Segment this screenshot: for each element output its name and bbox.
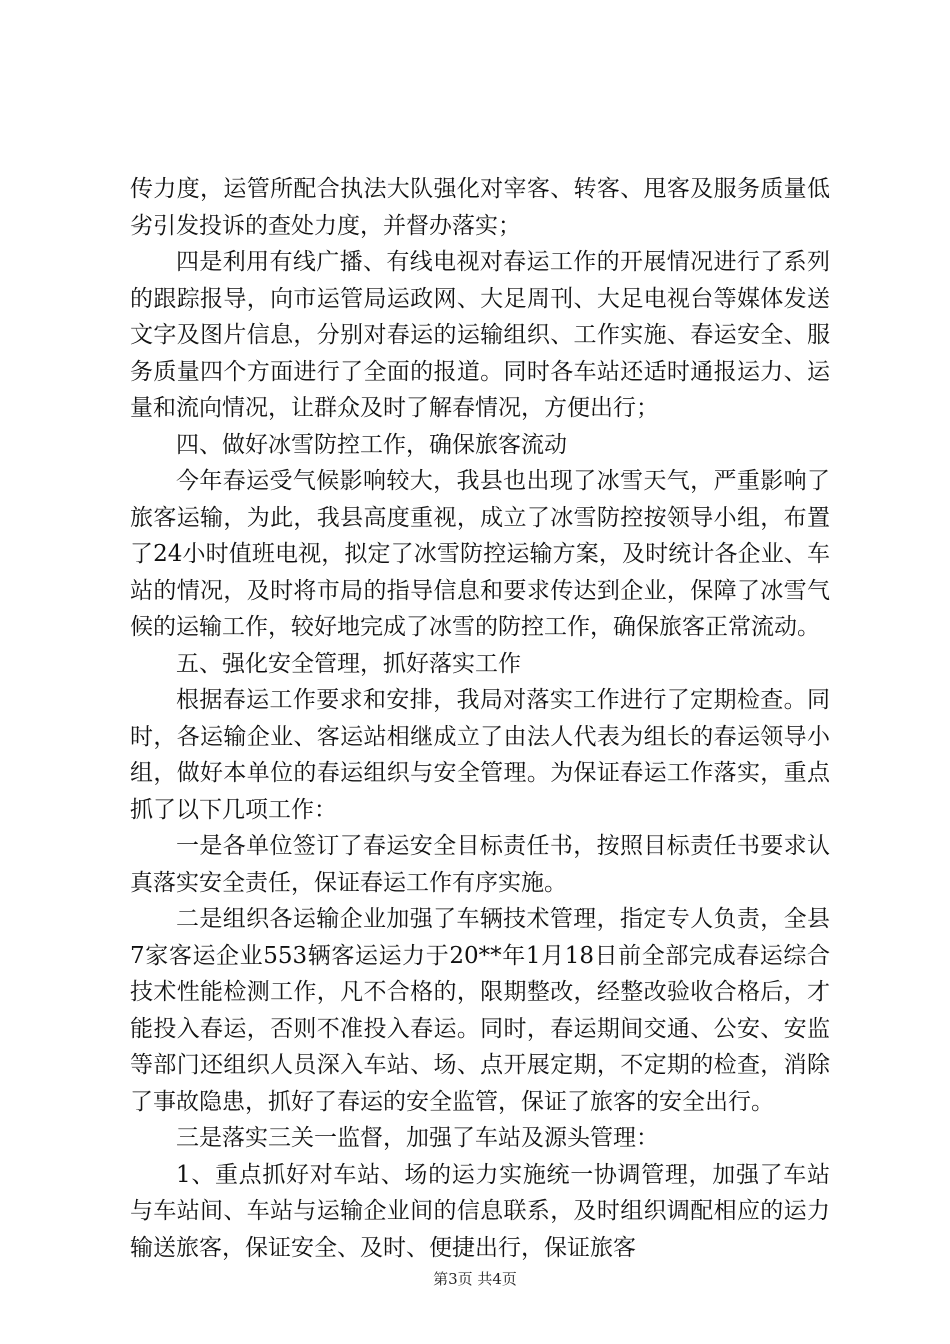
paragraph-3: 今年春运受气候影响较大，我县也出现了冰雪天气，严重影响了旅客运输，为此，我县高度重视，成立了冰雪防控按领导小组，布置了24小时值班电视，拟定了冰雪防控运输方案，及时统计各企业、车站的情况，及时将市局的指导信息和要求传达到企业，保障了冰雪气候的运输工作，较好地完成了冰雪的防控工作，确保旅客正常流动。	[130, 468, 830, 640]
page-number-footer: 第3页 共4页	[433, 1270, 517, 1288]
section-heading-5: 五、强化安全管理，抓好落实工作	[176, 650, 521, 677]
paragraph-6: 二是组织各运输企业加强了车辆技术管理，指定专人负责，全县7家客运企业553辆客运运力于20**年1月18日前全部完成春运综合技术性能检测工作，凡不合格的，限期整改，经整改验收合格后，才能投入春运，否则不准投入春运。同时，春运期间交通、公安、安监等部门还组织人员深入车站、场、点开展定期，不定期的检查，消除了事故隐患，抓好了春运的安全监管，保证了旅客的安全出行。	[130, 906, 830, 1115]
paragraph-5: 一是各单位签订了春运安全目标责任书，按照目标责任书要求认真落实安全责任，保证春运工作有序实施。	[130, 833, 830, 896]
paragraph-1: 传力度，运管所配合执法大队强化对宰客、转客、甩客及服务质量低劣引发投诉的查处力度，并督办落实；	[130, 176, 830, 239]
paragraph-8: 1、重点抓好对车站、场的运力实施统一协调管理，加强了车站与车站间、车站与运输企业间的信息联系，及时组织调配相应的运力输送旅客，保证安全、及时、便捷出行，保证旅客	[130, 1161, 830, 1261]
paragraph-2: 四是利用有线广播、有线电视对春运工作的开展情况进行了系列的跟踪报导，向市运管局运政网、大足周刊、大足电视台等媒体发送文字及图片信息，分别对春运的运输组织、工作实施、春运安全、服务质量四个方面进行了全面的报道。同时各车站还适时通报运力、运量和流向情况，让群众及时了解春情况，方便出行；	[130, 249, 830, 421]
paragraph-4: 根据春运工作要求和安排，我局对落实工作进行了定期检查。同时，各运输企业、客运站相继成立了由法人代表为组长的春运领导小组，做好本单位的春运组织与安全管理。为保证春运工作落实，重点抓了以下几项工作：	[130, 687, 830, 823]
paragraph-7: 三是落实三关一监督，加强了车站及源头管理：	[176, 1125, 659, 1151]
document-body	[130, 171, 830, 1266]
section-heading-4: 四、做好冰雪防控工作，确保旅客流动	[176, 431, 567, 458]
